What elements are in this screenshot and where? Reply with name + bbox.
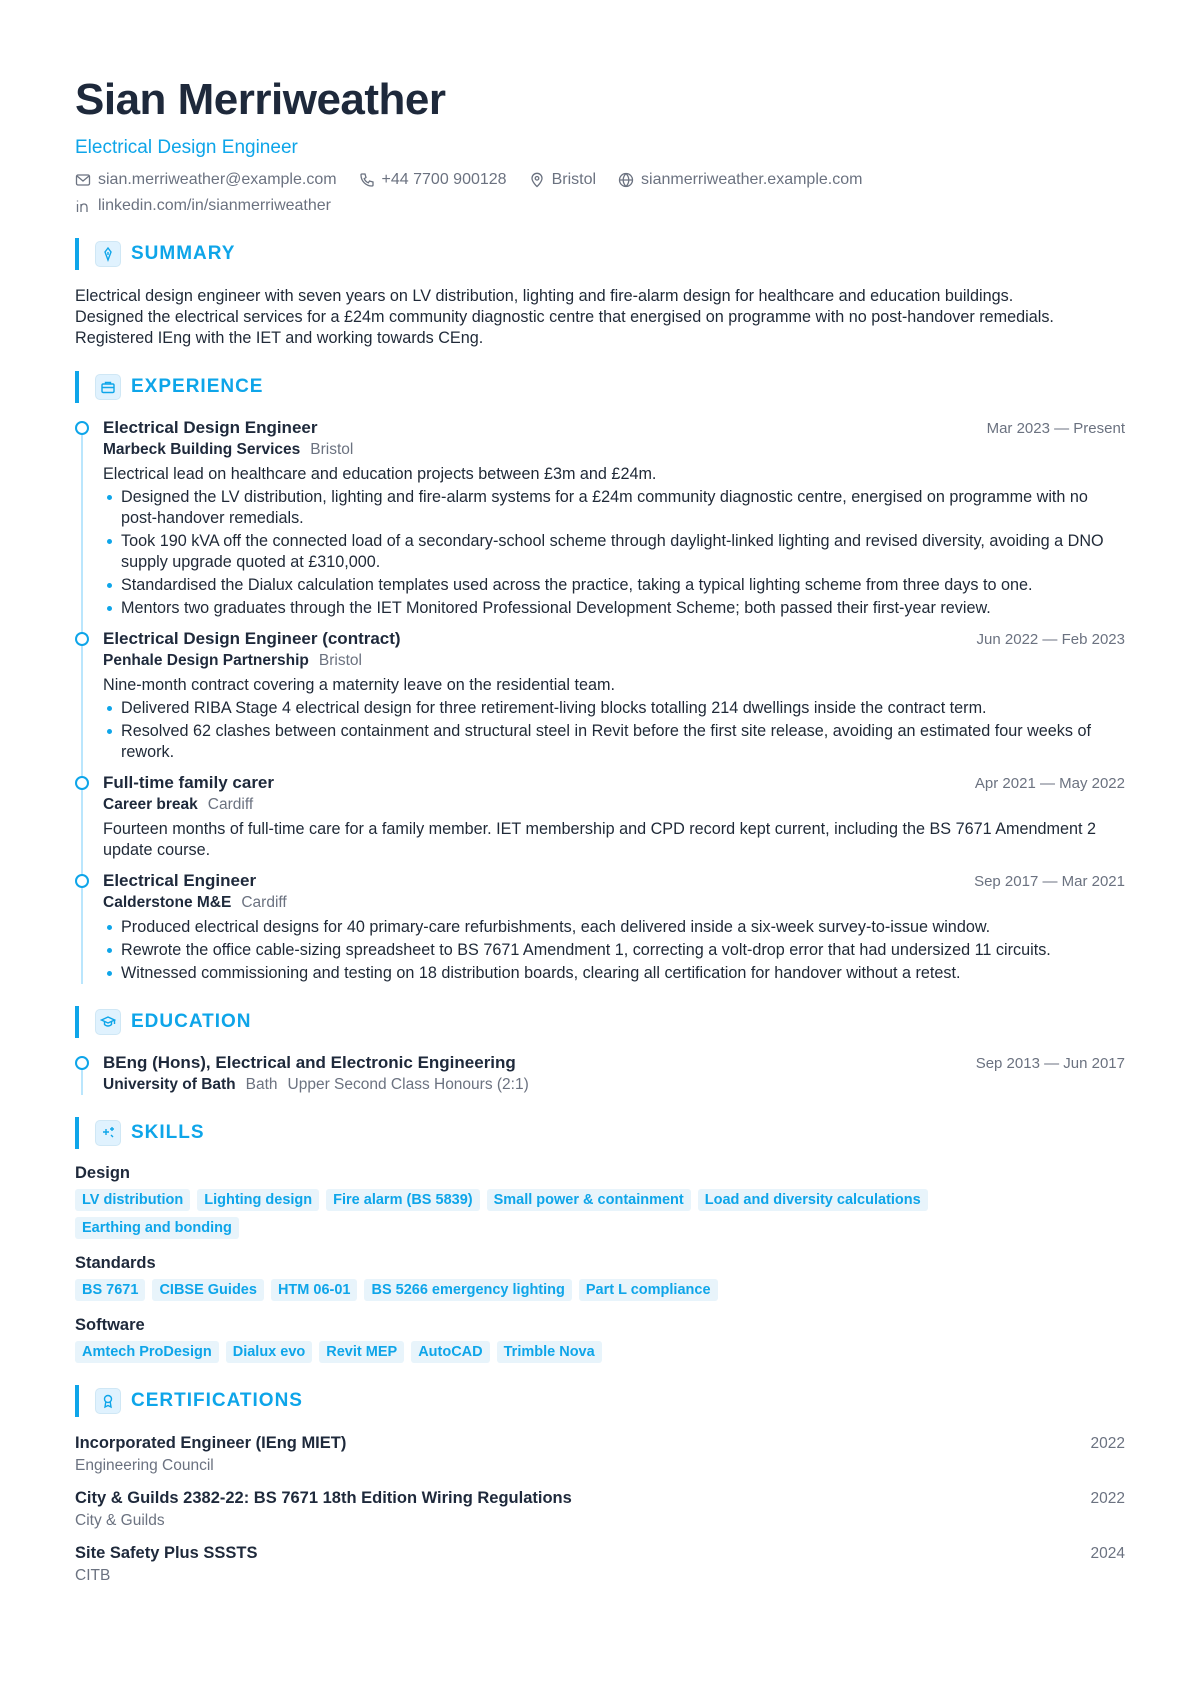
entry-title: Electrical Design Engineer [103,418,318,437]
contact-email-text: sian.merriweather@example.com [98,171,337,188]
certifications-title: CERTIFICATIONS [131,1390,303,1411]
entry-bullets [103,487,1125,619]
bullet-item: Rewrote the office cable-sizing spreadsheet to BS 7671 Amendment 1, correcting a volt-drop error that had undersized 11 circuits. [103,940,1125,961]
entry-location: Cardiff [207,796,254,813]
timeline-dot [75,874,89,888]
summary-text: Electrical design engineer with seven years on LV distribution, lighting and fire-alarm design for healthcare and education buildings. Designed the electrical services for a £24m community diagnostic centre that energised on programme with no post-handover remedials. Registered IEng with the IET and working towards CEng. [75,287,1054,347]
mail-icon [75,172,91,188]
skill-group-label: Software [75,1316,145,1334]
entry-description: Nine-month contract covering a maternity leave on the residential team. [103,676,615,694]
sparkle-icon [95,1120,121,1146]
skill-tag: BS 7671 [75,1279,145,1301]
entry-bullets [103,698,1125,763]
education-heading [75,1006,1125,1038]
certification-year: 2022 [1090,1435,1125,1452]
section-accent-bar [75,238,79,270]
skill-group-design [75,1163,1125,1239]
certification-year: 2022 [1090,1490,1125,1507]
bullet-item: Delivered RIBA Stage 4 electrical design for three retirement-living blocks totalling 214 dwellings inside the contract term. [103,698,1125,719]
certification-title: City & Guilds 2382-22: BS 7671 18th Edition Wiring Regulations [75,1489,572,1507]
certificate-icon [95,1388,121,1414]
phone-icon [359,172,375,188]
experience-entry [75,772,1125,861]
skill-group-label: Design [75,1164,131,1182]
entry-location: Cardiff [241,894,287,911]
entry-company: Calderstone M&E [103,894,232,911]
section-accent-bar [75,1117,79,1149]
skill-group-label: Standards [75,1254,156,1272]
experience-entry [75,628,1125,763]
education-entry [75,1052,1125,1095]
entry-company: Career break [103,796,198,813]
entry-title: Electrical Design Engineer (contract) [103,629,401,648]
section-accent-bar [75,1385,79,1417]
certification-year: 2024 [1090,1545,1125,1562]
degree-title: BEng (Hons), Electrical and Electronic Engineering [103,1053,516,1072]
contact-location [529,170,596,190]
skill-tag: LV distribution [75,1189,190,1211]
experience-entry [75,417,1125,619]
skills-heading [75,1117,1125,1149]
school-name: University of Bath [103,1076,236,1093]
skill-tag: Revit MEP [319,1341,404,1363]
certification-issuer: CITB [75,1567,111,1584]
summary-title: SUMMARY [131,243,236,264]
contact-list [75,170,975,216]
entry-dates: Mar 2023 — Present [986,420,1125,437]
bullet-item: Resolved 62 clashes between containment and structural steel in Revit before the first site release, avoiding an estimated four weeks of rework. [103,721,1125,763]
experience-title: EXPERIENCE [131,376,264,397]
bullet-item: Took 190 kVA off the connected load of a secondary-school scheme through daylight-linked lighting and revised diversity, avoiding a DNO supply upgrade quoted at £310,000. [103,531,1125,573]
bullet-item: Witnessed commissioning and testing on 18 distribution boards, clearing all certification for handover without a retest. [103,963,1125,984]
skill-tag: Trimble Nova [497,1341,602,1363]
timeline-dot [75,632,89,646]
experience-heading [75,371,1125,403]
contact-linkedin-text: linkedin.com/in/sianmerriweather [98,197,331,214]
certification-issuer: Engineering Council [75,1457,214,1474]
summary-heading [75,238,1125,270]
skill-tag: HTM 06-01 [271,1279,358,1301]
entry-dates: Apr 2021 — May 2022 [974,775,1125,792]
skill-tag: CIBSE Guides [152,1279,264,1301]
section-accent-bar [75,371,79,403]
certification-issuer: City & Guilds [75,1512,165,1529]
skill-tags [75,1279,1075,1301]
certification-title: Site Safety Plus SSSTS [75,1544,258,1562]
education-title: EDUCATION [131,1011,252,1032]
certification-entry [75,1543,1125,1586]
entry-title: Electrical Engineer [103,871,257,890]
skill-tags [75,1189,1075,1239]
skill-tags [75,1341,1075,1363]
entry-company: Marbeck Building Services [103,441,301,458]
linkedin-icon [75,198,91,214]
certification-entry [75,1433,1125,1476]
bullet-item: Designed the LV distribution, lighting and fire-alarm systems for a £24m community diagnostic centre, energised on programme with no post-handover remedials. [103,487,1125,529]
entry-dates: Jun 2022 — Feb 2023 [976,631,1125,648]
job-title: Electrical Design Engineer [75,137,298,158]
entry-description: Fourteen months of full-time care for a family member. IET membership and CPD record kept current, including the BS 7671 Amendment 2 update course. [103,820,1096,859]
entry-location: Bristol [310,441,354,458]
skill-tag: Lighting design [197,1189,319,1211]
timeline-dot [75,421,89,435]
skill-tag: BS 5266 emergency lighting [364,1279,571,1301]
skill-tag: AutoCAD [411,1341,489,1363]
entry-bullets [103,917,1125,984]
education-dates: Sep 2013 — Jun 2017 [975,1055,1125,1072]
entry-description: Electrical lead on healthcare and education projects between £3m and £24m. [103,465,657,483]
contact-website[interactable] [618,170,862,190]
contact-phone[interactable] [359,170,507,190]
timeline-dot [75,776,89,790]
skill-tag: Amtech ProDesign [75,1341,219,1363]
globe-icon [618,172,634,188]
bullet-item: Produced electrical designs for 40 primary-care refurbishments, each delivered inside a six-week survey-to-issue window. [103,917,1125,938]
candidate-name: Sian Merriweather [75,75,446,124]
certification-title: Incorporated Engineer (IEng MIET) [75,1434,347,1452]
experience-timeline [75,417,1125,984]
certifications-heading [75,1385,1125,1417]
entry-company: Penhale Design Partnership [103,652,309,669]
contact-location-text: Bristol [551,171,597,188]
briefcase-icon [95,374,121,400]
skill-group-software [75,1315,1125,1363]
entry-title: Full-time family carer [103,773,275,792]
experience-entry [75,870,1125,984]
skills-title: SKILLS [131,1122,205,1143]
bullet-item: Mentors two graduates through the IET Monitored Professional Development Scheme; both passed their first-year review. [103,598,1125,619]
education-timeline [75,1052,1125,1095]
section-accent-bar [75,1006,79,1038]
skill-tag: Load and diversity calculations [698,1189,928,1211]
skill-tag: Dialux evo [226,1341,313,1363]
skill-tag: Part L compliance [579,1279,718,1301]
timeline-dot [75,1056,89,1070]
contact-linkedin[interactable] [75,196,331,216]
school-location: Bath [245,1076,278,1093]
entry-dates: Sep 2017 — Mar 2021 [974,873,1125,890]
skill-tag: Fire alarm (BS 5839) [326,1189,479,1211]
graduation-cap-icon [95,1009,121,1035]
skill-tag: Earthing and bonding [75,1217,239,1239]
skill-tag: Small power & containment [487,1189,691,1211]
degree-grade: Upper Second Class Honours (2:1) [287,1076,529,1093]
summary-icon [95,241,121,267]
entry-location: Bristol [318,652,362,669]
contact-email[interactable] [75,170,337,190]
bullet-item: Standardised the Dialux calculation templates used across the practice, taking a typical lighting scheme from three days to one. [103,575,1125,596]
location-icon [529,172,545,188]
skill-group-standards [75,1253,1125,1301]
contact-phone-text: +44 7700 900128 [381,171,507,188]
contact-website-text: sianmerriweather.example.com [641,171,863,188]
certification-entry [75,1488,1125,1531]
